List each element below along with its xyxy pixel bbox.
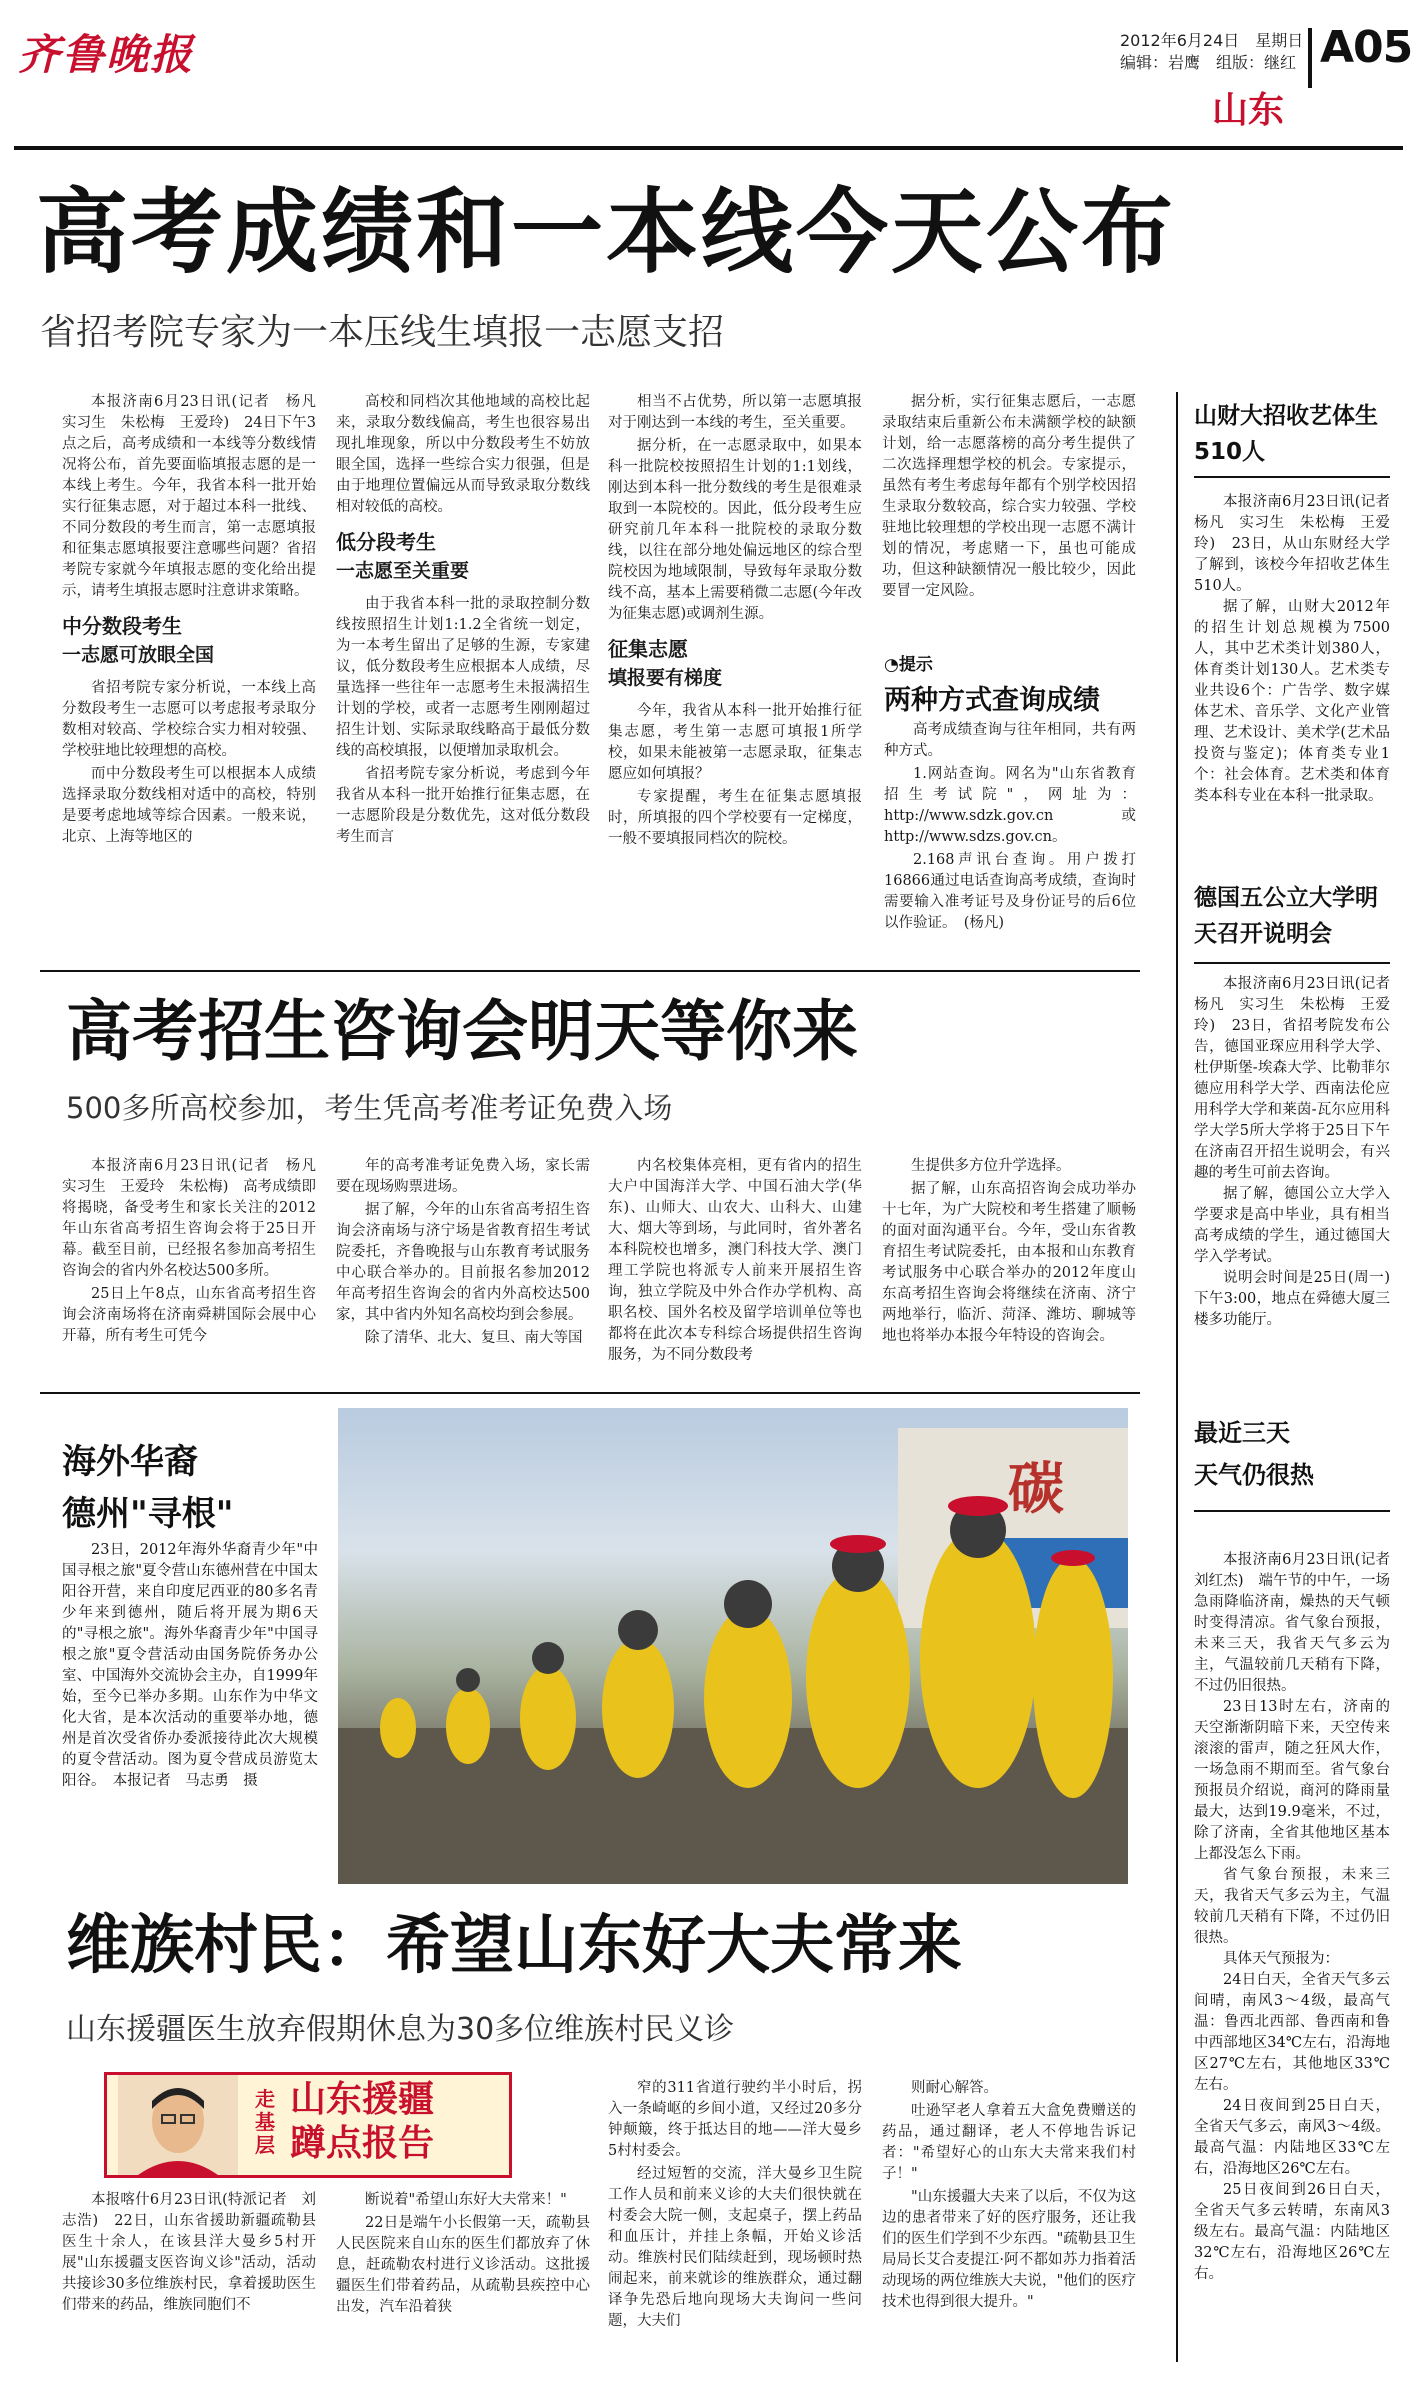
story4-column-4 bbox=[882, 2078, 1136, 2362]
paragraph: 具体天气预报为： bbox=[1223, 1951, 1339, 1967]
paragraph: 则耐心解答。 bbox=[911, 2080, 998, 2096]
paragraph: 省气象台预报，未来三天，我省天气多云为主，气温较前几天稍有下降，不过仍旧很热。 bbox=[1194, 1867, 1390, 1946]
sidebar-rule bbox=[1194, 476, 1390, 478]
paragraph: 25日夜间到26日白天，全省天气多云转晴，东南风3级左右。最高气温：内陆地区32℃左右，沿海地区26℃左右。 bbox=[1194, 2182, 1390, 2282]
lead-headline: 高考成绩和一本线今天公布 bbox=[36, 179, 1177, 286]
paragraph: 22日是端午小长假第一天，疏勒县人民医院来自山东的医生们都放弃了休息，赶疏勒农村进行义诊活动。这批援疆医生们带着药品，从疏勒县疾控中心出发，汽车沿着狭 bbox=[336, 2215, 590, 2315]
paragraph: 据分析，实行征集志愿后，一志愿录取结束后重新公布未满额学校的缺额计划，给一志愿落榜的高分考生提供了二次选择理想学校的机会。专家提示，虽然有考生考虑每年都有个别学校因招生录取分数较高，综合实力较强、学校驻地比较理想的学校出现一志愿不满计划的情况，考虑赌一下，虽也可能成功，但这种缺额情况一般比较少，因此要冒一定风险。 bbox=[882, 394, 1136, 599]
tip-body bbox=[884, 720, 1136, 940]
story3-title-line-2: 德州"寻根" bbox=[62, 1494, 234, 1534]
sidebar-2-title: 德国五公立大学明天召开说明会 bbox=[1194, 885, 1378, 947]
paragraph: 而中分数段考生可以根据本人成绩选择录取分数线相对适中的高校，特别是要考虑地域等综合因素。一般来说，北京、上海等地区的 bbox=[62, 766, 316, 845]
sidebar-1-body bbox=[1194, 492, 1405, 854]
subhead: 低分段考生 bbox=[336, 530, 436, 554]
paragraph: 本报济南6月23日讯(记者 刘红杰) 端午节的中午，一场急雨降临济南，燥热的天气顿时变得清凉。省气象台预报，未来三天，我省天气多云为主，气温较前几天稍有下降，不过仍旧很热。 bbox=[1194, 1552, 1405, 1694]
paragraph: 据了解，德国公立大学入学要求是高中毕业，具有相当高考成绩的学生，通过德国大学入学考试。 bbox=[1194, 1186, 1390, 1265]
reporter-portrait bbox=[118, 2075, 238, 2175]
issue-editors: 编辑：岩鹰 组版：继红 bbox=[1120, 53, 1297, 72]
lead-column-3 bbox=[608, 392, 862, 940]
paragraph: 今年，我省从本科一批开始推行征集志愿，考生第一志愿可填报1所学校，如果未能被第一志愿录取，征集志愿应如何填报？ bbox=[608, 703, 862, 782]
paragraph: 省招考院专家分析说，考虑到今年我省从本科一批开始推行征集志愿，在一志愿阶段是分数优先，这对低分数段考生而言 bbox=[336, 766, 590, 845]
tip-title: 两种方式查询成绩 bbox=[884, 685, 1100, 716]
subhead-tagline: 填报要有梯度 bbox=[608, 667, 723, 689]
issue-meta bbox=[1120, 30, 1303, 74]
sign-text: 碳 bbox=[1008, 1457, 1064, 1522]
paragraph: 高校和同档次其他地域的高校比起来，录取分数线偏高，考生也很容易出现扎堆现象，所以中分数段考生不妨放眼全国，选择一些综合实力很强，但是由于地理位置偏远从而导致录取分数线相对较低的高校。 bbox=[336, 394, 590, 515]
paragraph: 据了解，今年的山东省高考招生咨询会济南场与济宁场是省教育招生考试院委托，齐鲁晚报与山东教育考试服务中心联合举办的。目前报名参加2012年高考招生咨询会的省内外高校达500家，其中省内外知名高校均到会参展。 bbox=[336, 1202, 590, 1323]
sidebar-divider bbox=[1176, 392, 1178, 2362]
story3-title-line-1: 海外华裔 bbox=[62, 1442, 198, 1482]
paragraph: 24日夜间到25日白天，全省天气多云，南风3～4级。最高气温：内陆地区33℃左右，沿海地区26℃左右。 bbox=[1194, 2098, 1390, 2177]
tip-icon: ◔ bbox=[884, 655, 899, 675]
issue-date: 2012年6月24日 星期日 bbox=[1120, 31, 1304, 50]
paragraph: "山东援疆大夫来了以后，不仅为这边的患者带来了好的医疗服务，还让我们的医生们学到不少东西。"疏勒县卫生局局长艾合麦提江·阿不都如苏力指着活动现场的两位维族大夫说，"他们的医疗技术也得到很大提升。" bbox=[882, 2189, 1136, 2310]
story2-column-2 bbox=[336, 1156, 590, 1368]
paragraph: 省招考院专家分析说，一本线上高分数段考生一志愿可以考虑报考录取分数相对较高、学校综合实力相对较强、学校驻地比较理想的高校。 bbox=[62, 680, 316, 759]
paragraph: 据分析，在一志愿录取中，如果本科一批院校按照招生计划的1:1划线，刚达到本科一批分数线的考生是很难录取到一本院校的。因此，低分段考生应研究前几年本科一批院校的录取分数线，以往在部分地处偏远地区的综合型院校因为地域限制，导致每年录取分数线不高，基本上需要稍微二志愿(今年改为征集志愿)或调剂生源。 bbox=[608, 438, 862, 622]
story3-body bbox=[62, 1540, 318, 1880]
paragraph: 断说着"希望山东好大夫常来！" bbox=[365, 2192, 567, 2208]
subhead-tagline: 一志愿至关重要 bbox=[336, 560, 470, 582]
subhead: 征集志愿 bbox=[608, 637, 688, 661]
sidebar-rule bbox=[1194, 1510, 1390, 1512]
top-rule bbox=[14, 146, 1403, 150]
tip-label: ◔提示 bbox=[884, 655, 933, 675]
paragraph: 生提供多方位升学选择。 bbox=[911, 1158, 1071, 1174]
subhead: 中分数段考生 bbox=[62, 614, 182, 638]
lead-column-1 bbox=[62, 392, 331, 940]
paragraph: 25日上午8点，山东省高考招生咨询会济南场将在济南舜耕国际会展中心开幕，所有考生可凭今 bbox=[62, 1286, 316, 1344]
subhead-tagline: 一志愿可放眼全国 bbox=[62, 644, 215, 666]
story2-subtitle: 500多所高校参加，考生凭高考准考证免费入场 bbox=[66, 1091, 673, 1125]
paragraph: 24日白天，全省天气多云间晴，南风3～4级，最高气温：鲁西北西部、鲁西南和鲁中西部地区34℃左右，沿海地区27℃左右，其他地区33℃左右。 bbox=[1194, 1972, 1390, 2093]
masthead-divider bbox=[1308, 28, 1312, 88]
section-name: 山东 bbox=[1212, 90, 1285, 131]
series-tag: 走基层 bbox=[255, 2087, 275, 2157]
paragraph: 内名校集体亮相，更有省内的招生大户中国海洋大学、中国石油大学(华东)、山师大、山农大、山科大、山建大、烟大等到场，与此同时，省外著名本科院校也增多，澳门科技大学、澳门理工学院也将派专人前来开展招生咨询，独立学院及中外合作办学机构、高职名校、国外名校及留学培训单位等也都将在此次本专科综合场提供招生咨询服务，为不同分数段考 bbox=[608, 1158, 862, 1363]
series-title bbox=[290, 2078, 434, 2166]
sidebar-3-title-line-1: 最近三天 bbox=[1194, 1419, 1290, 1447]
paragraph: 高考成绩查询与往年相同，共有两种方式。 bbox=[884, 722, 1136, 759]
paragraph: 23日13时左右，济南的天空渐渐阴暗下来，天空传来滚滚的雷声，随之狂风大作，一场急雨不期而至。省气象台预报员介绍说，商河的降雨量最大，达到19.9毫米，不过，除了济南，全省其他地区基本上都没怎么下雨。 bbox=[1194, 1699, 1390, 1862]
section-rule bbox=[40, 1392, 1140, 1394]
paragraph: 1.网站查询。网名为"山东省教育招生考试院"，网址为：http://www.sdzk.gov.cn或http://www.sdzs.gov.cn。 bbox=[884, 766, 1136, 845]
paragraph: 经过短暂的交流，洋大曼乡卫生院工作人员和前来义诊的大夫们很快就在村委会大院一侧，支起桌子，摆上药品和血压计，并挂上条幅，开始义诊活动。维族村民们陆续赶到，现场顿时热闹起来，前来就诊的维族群众，通过翻译争先恐后地向现场大夫询问一些问题，大夫们 bbox=[608, 2166, 862, 2329]
lead-column-2 bbox=[336, 392, 590, 940]
paragraph: 本报喀什6月23日讯(特派记者 刘志浩) 22日，山东省援助新疆疏勒县医生十余人，在该县洋大曼乡5村开展"山东援疆支医咨询义诊"活动，活动共接诊30多位维族村民，拿着援助医生们带来的药品，维族同胞们不 bbox=[62, 2192, 316, 2313]
paragraph: 据了解，山财大2012年的招生计划总规模为7500人，其中艺术类计划380人，体育类计划130人。艺术类专业共设6个：广告学、数字媒体艺术、音乐学、文化产业管理、艺术设计、美术学(艺术品投资与鉴定)；体育类专业1个：社会体育。艺术类和体育类本科专业在本科一批录取。 bbox=[1194, 599, 1390, 804]
paragraph: 除了清华、北大、复旦、南大等国 bbox=[365, 1330, 583, 1346]
paragraph: 本报济南6月23日讯(记者 杨凡 实习生 朱松梅 王爱玲) 24日下午3点之后，高考成绩和一本线等分数线情况将公布，首先要面临填报志愿的是一本线上考生。今年，我省本科一批开始实行征集志愿，对于超过本科一批线、不同分数段的考生而言，第一志愿填报和征集志愿填报要注意哪些问题？省招考院专家就今年填报志愿的变化给出提示，请考生填报志愿时注意讲求策略。 bbox=[62, 394, 331, 599]
lead-subtitle: 省招考院专家为一本压线生填报一志愿支招 bbox=[40, 312, 725, 353]
sidebar-1-title: 山财大招收艺体生510人 bbox=[1194, 403, 1378, 465]
sidebar-3-title-line-2: 天气仍很热 bbox=[1194, 1461, 1314, 1489]
reporter-avatar bbox=[118, 2075, 238, 2175]
story4-headline: 维族村民：希望山东好大夫常来 bbox=[66, 1909, 962, 1983]
story4-column-1 bbox=[62, 2190, 316, 2362]
paragraph: 本报济南6月23日讯(记者 杨凡 实习生 朱松梅 王爱玲) 23日，省招考院发布公告，德国亚琛应用科学大学、杜伊斯堡-埃森大学、比勒菲尔德应用科学大学、西南法伦应用科学大学和莱茵-瓦尔应用科学大学5所大学将于25日下午在济南召开招生说明会，有兴趣的考生可前去咨询。 bbox=[1194, 976, 1405, 1181]
paragraph: 由于我省本科一批的录取控制分数线按照招生计划1:1.2全省统一划定，为一本考生留出了足够的生源，专家建议，低分数段考生应根据本人成绩，尽量选择一些往年一志愿考生未报满招生计划的学校，或者一志愿考生刚刚超过招生计划、实际录取线略高于最低分数线的高校填报，以便增加录取机会。 bbox=[336, 596, 590, 759]
paragraph: 说明会时间是25日(周一)下午3:00，地点在舜德大厦三楼多功能厅。 bbox=[1194, 1270, 1390, 1328]
paragraph: 据了解，山东高招咨询会成功举办十七年，为广大院校和考生搭建了顺畅的面对面沟通平台。今年，受山东省教育招生考试院委托，由本报和山东教育考试服务中心联合举办的2012年度山东高考招生咨询会将继续在济南、济宁两地举行，临沂、菏泽、潍坊、聊城等地也将举办本报今年特设的咨询会。 bbox=[882, 1181, 1136, 1344]
paragraph: 23日，2012年海外华裔青少年"中国寻根之旅"夏令营山东德州营在中国太阳谷开营，来自印度尼西亚的80多名青少年来到德州，随后将开展为期6天的"寻根之旅"。海外华裔青少年"中国寻根之旅"夏令营活动由国务院侨务办公室、中国海外交流协会主办，自1999年始，至今已举办多期。山东作为中华文化大省，是本次活动的重要举办地，德州是首次受省侨办委派接待此次大规模的夏令营活动。图为夏令营成员游览太阳谷。 本报记者 马志勇 摄 bbox=[62, 1542, 318, 1789]
series-title-line-2: 蹲点报告 bbox=[290, 2123, 435, 2164]
news-photo bbox=[338, 1408, 1128, 1884]
paragraph: 本报济南6月23日讯(记者 杨凡 实习生 朱松梅 王爱玲) 23日，从山东财经大学了解到，该校今年招收艺体生510人。 bbox=[1194, 494, 1405, 594]
sidebar-3-body bbox=[1194, 1550, 1405, 2362]
section-rule bbox=[40, 970, 1140, 972]
paragraph: 吐逊罕老人拿着五大盒免费赠送的药品，通过翻译，老人不停地告诉记者："希望好心的山东大夫常来我们村子！" bbox=[882, 2103, 1136, 2182]
story2-column-3 bbox=[608, 1156, 862, 1368]
photo-illustration bbox=[338, 1408, 1128, 1884]
story2-column-4 bbox=[882, 1156, 1136, 1368]
story2-headline: 高考招生咨询会明天等你来 bbox=[66, 993, 858, 1070]
story2-column-1 bbox=[62, 1156, 331, 1368]
sidebar-2-body bbox=[1194, 974, 1405, 1374]
story4-column-2 bbox=[336, 2190, 590, 2362]
story3-title bbox=[62, 1436, 233, 1540]
paragraph: 年的高考准考证免费入场，家长需要在现场购票进场。 bbox=[336, 1158, 590, 1195]
paragraph: 相当不占优势，所以第一志愿填报对于刚达到一本线的考生，至关重要。 bbox=[608, 394, 862, 431]
story4-subtitle: 山东援疆医生放弃假期休息为30多位维族村民义诊 bbox=[66, 2012, 735, 2047]
series-title-line-1: 山东援疆 bbox=[290, 2079, 435, 2120]
page-number: A05 bbox=[1320, 22, 1413, 73]
paragraph: 2.168声讯台查询。用户拨打16866通过电话查询高考成绩，查询时需要输入准考证号及身份证号的后6位以作验证。 (杨凡) bbox=[884, 852, 1136, 931]
sidebar-3-title bbox=[1194, 1412, 1394, 1496]
masthead-logo: 齐鲁晚报 bbox=[18, 30, 195, 79]
paragraph: 专家提醒，考生在征集志愿填报时，所填报的四个学校要有一定梯度，一般不要填报同档次的院校。 bbox=[608, 789, 862, 847]
paragraph: 窄的311省道行驶约半小时后，拐入一条崎岖的乡间小道，又经过20多分钟颠簸，终于抵达目的地——洋大曼乡5村村委会。 bbox=[608, 2080, 862, 2159]
lead-column-4 bbox=[882, 392, 1136, 640]
story4-column-3 bbox=[608, 2078, 862, 2362]
paragraph: 本报济南6月23日讯(记者 杨凡 实习生 王爱玲 朱松梅) 高考成绩即将揭晓，备受考生和家长关注的2012年山东省高考招生咨询会将于25日开幕。截至目前，已经报名参加高考招生咨询会的省内外名校达500多所。 bbox=[62, 1158, 331, 1279]
sidebar-rule bbox=[1194, 962, 1390, 964]
